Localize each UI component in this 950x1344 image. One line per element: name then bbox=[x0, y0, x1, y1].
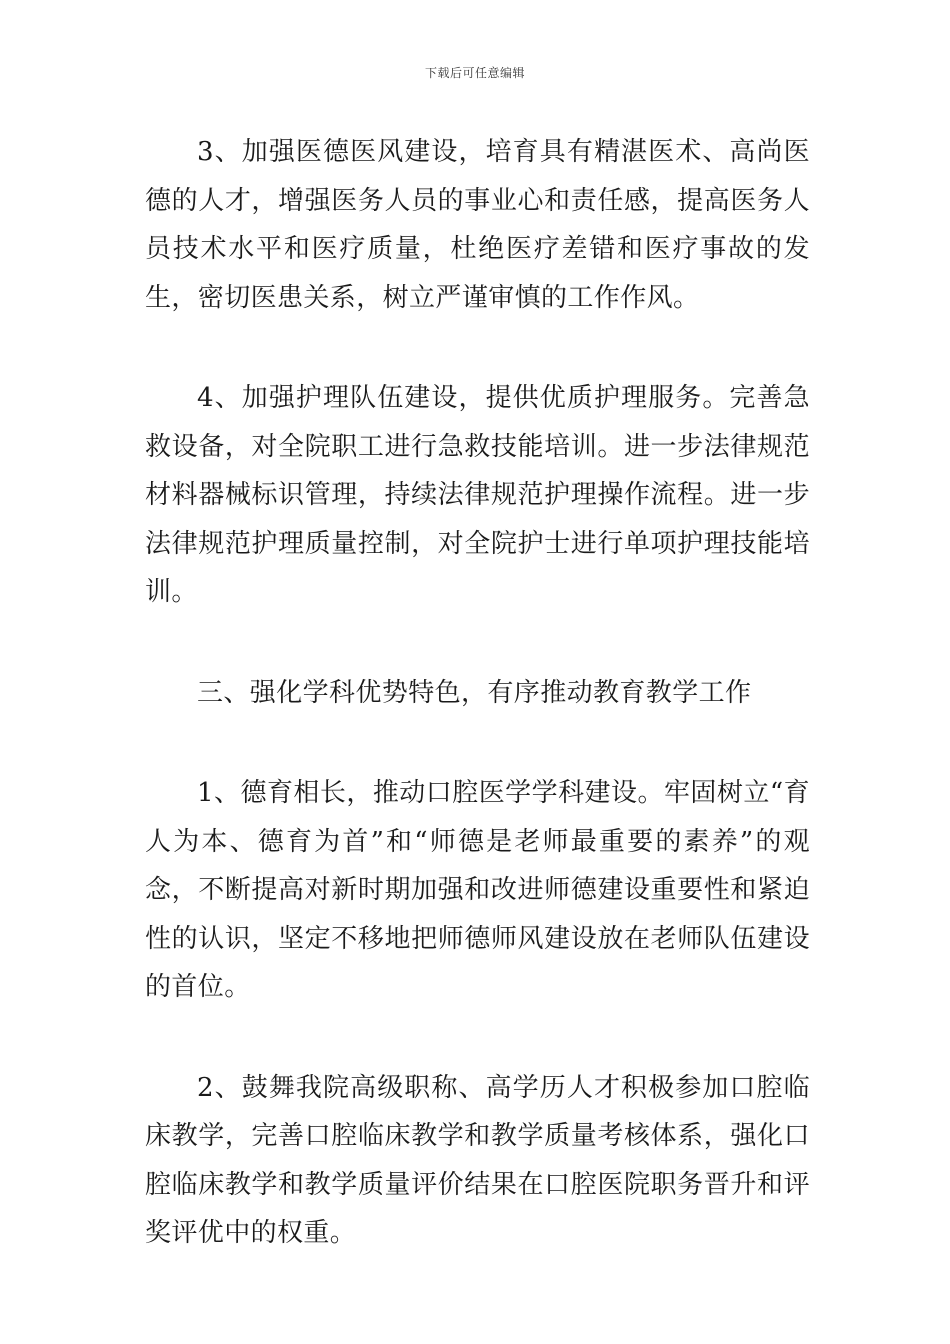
document-body bbox=[145, 128, 810, 1310]
page-header: 下载后可任意编辑 bbox=[424, 66, 525, 80]
section-heading: 三、强化学科优势特色，有序推动教育教学工作 bbox=[197, 677, 752, 708]
paragraph-item-1: 1、德育相长，推动口腔医学学科建设。牢固树立“育人为本、德育为首”和“师德是老师最重要的素养”的观念，不断提高对新时期加强和改进师德建设重要性和紧迫性的认识，坚定不移地把师德师风建设放在老师队伍建设的首位。 bbox=[145, 778, 810, 1002]
paragraph-item-2: 2、鼓舞我院高级职称、高学历人才积极参加口腔临床教学，完善口腔临床教学和教学质量考核体系，强化口腔临床教学和教学质量评价结果在口腔医院职务晋升和评奖评优中的权重。 bbox=[145, 1072, 810, 1248]
paragraph-item-3: 3、加强医德医风建设，培育具有精湛医术、高尚医德的人才，增强医务人员的事业心和责任感，提高医务人员技术水平和医疗质量，杜绝医疗差错和医疗事故的发生，密切医患关系，树立严谨审慎的工作作风。 bbox=[145, 137, 810, 313]
paragraph-item-4: 4、加强护理队伍建设，提供优质护理服务。完善急救设备，对全院职工进行急救技能培训。进一步法律规范材料器械标识管理，持续法律规范护理操作流程。进一步法律规范护理质量控制，对全院护士进行单项护理技能培训。 bbox=[145, 383, 810, 607]
